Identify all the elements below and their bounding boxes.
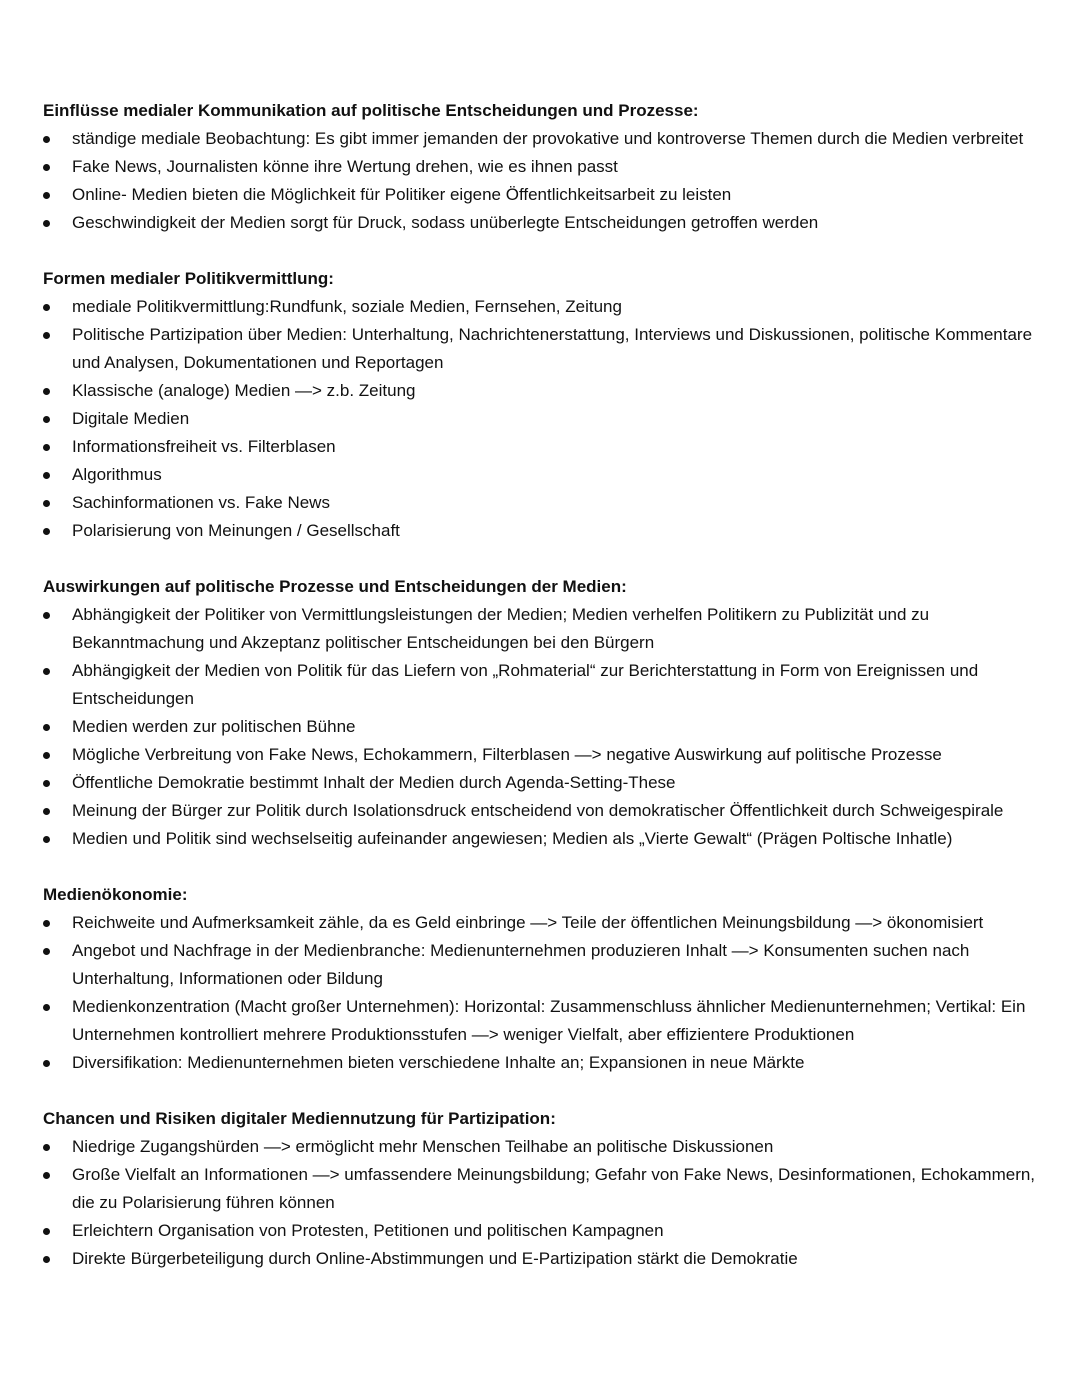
list-item-text: Geschwindigkeit der Medien sorgt für Druck, sodass unüberlegte Entscheidungen getroffen werden [72, 213, 819, 232]
list-item-text: Mögliche Verbreitung von Fake News, Echokammern, Filterblasen —> negative Auswirkung auf politische Prozesse [72, 745, 942, 764]
list-item-text: Diversifikation: Medienunternehmen bieten verschiedene Inhalte an; Expansionen in neue Märkte [72, 1053, 805, 1072]
list-item [43, 797, 1043, 825]
list-item [43, 909, 1043, 937]
section-title: Formen medialer Politikvermittlung: [43, 269, 334, 288]
bullet-icon [43, 220, 50, 227]
bullet-icon [43, 1228, 50, 1235]
bullet-list [43, 909, 1043, 1077]
bullet-list [43, 1133, 1043, 1273]
list-item-text: Algorithmus [72, 465, 162, 484]
list-item-text: Große Vielfalt an Informationen —> umfassendere Meinungsbildung; Gefahr von Fake News, Desinformationen, Echokammern, die zu Polarisierung führen können [72, 1165, 1036, 1212]
list-item [43, 713, 1043, 741]
list-item [43, 825, 1043, 853]
section-title: Chancen und Risiken digitaler Mediennutzung für Partizipation: [43, 1109, 556, 1128]
bullet-icon [43, 472, 50, 479]
bullet-list [43, 125, 1043, 237]
list-item [43, 741, 1043, 769]
section-chancen-risiken [43, 1105, 1043, 1273]
bullet-list [43, 293, 1043, 545]
list-item-text: Medienkonzentration (Macht großer Unternehmen): Horizontal: Zusammenschluss ähnlicher Medienunternehmen; Vertikal: Ein Unternehmen kontrolliert mehrere Produktionsstufen —> weniger Vielfalt, aber effizientere Produktionen [72, 997, 1026, 1044]
bullet-icon [43, 416, 50, 423]
bullet-icon [43, 612, 50, 619]
list-item [43, 657, 1043, 713]
section-einfluesse [43, 97, 1043, 237]
bullet-icon [43, 1144, 50, 1151]
list-item-text: ständige mediale Beobachtung: Es gibt immer jemanden der provokative und kontroverse Themen durch die Medien verbreitet [72, 129, 1024, 148]
list-item [43, 1161, 1043, 1217]
list-item [43, 377, 1043, 405]
bullet-icon [43, 136, 50, 143]
list-item-text: Politische Partizipation über Medien: Unterhaltung, Nachrichtenerstattung, Interviews und Diskussionen, politische Kommentare und Analysen, Dokumentationen und Reportagen [72, 325, 1033, 372]
bullet-icon [43, 332, 50, 339]
list-item [43, 461, 1043, 489]
list-item [43, 937, 1043, 993]
section-auswirkungen [43, 573, 1043, 853]
list-item-text: Abhängigkeit der Medien von Politik für das Liefern von „Rohmaterial“ zur Berichterstattung in Form von Ereignissen und Entscheidungen [72, 661, 979, 708]
bullet-icon [43, 500, 50, 507]
bullet-icon [43, 304, 50, 311]
list-item-text: Medien werden zur politischen Bühne [72, 717, 356, 736]
list-item-text: Angebot und Nachfrage in der Medienbranche: Medienunternehmen produzieren Inhalt —> Konsumenten suchen nach Unterhaltung, Informationen oder Bildung [72, 941, 970, 988]
list-item-text: Klassische (analoge) Medien —> z.b. Zeitung [72, 381, 416, 400]
list-item [43, 993, 1043, 1049]
section-title: Auswirkungen auf politische Prozesse und Entscheidungen der Medien: [43, 577, 627, 596]
list-item-text: Informationsfreiheit vs. Filterblasen [72, 437, 336, 456]
list-item-text: Niedrige Zugangshürden —> ermöglicht mehr Menschen Teilhabe an politische Diskussionen [72, 1137, 774, 1156]
list-item [43, 209, 1043, 237]
bullet-icon [43, 668, 50, 675]
list-item [43, 153, 1043, 181]
list-item-text: Reichweite und Aufmerksamkeit zähle, da es Geld einbringe —> Teile der öffentlichen Meinungsbildung —> ökonomisiert [72, 913, 984, 932]
list-item-text: Fake News, Journalisten könne ihre Wertung drehen, wie es ihnen passt [72, 157, 618, 176]
list-item-text: Medien und Politik sind wechselseitig aufeinander angewiesen; Medien als „Vierte Gewalt“ (Prägen Poltische Inhatle) [72, 829, 953, 848]
bullet-icon [43, 780, 50, 787]
list-item [43, 1049, 1043, 1077]
list-item-text: Online- Medien bieten die Möglichkeit für Politiker eigene Öffentlichkeitsarbeit zu leisten [72, 185, 732, 204]
list-item-text: mediale Politikvermittlung:Rundfunk, soziale Medien, Fernsehen, Zeitung [72, 297, 622, 316]
list-item [43, 293, 1043, 321]
list-item-text: Öffentliche Demokratie bestimmt Inhalt der Medien durch Agenda-Setting-These [72, 773, 676, 792]
list-item [43, 1133, 1043, 1161]
list-item [43, 321, 1043, 377]
bullet-icon [43, 1172, 50, 1179]
bullet-icon [43, 836, 50, 843]
bullet-icon [43, 752, 50, 759]
list-item [43, 489, 1043, 517]
list-item [43, 181, 1043, 209]
bullet-icon [43, 808, 50, 815]
bullet-icon [43, 528, 50, 535]
bullet-icon [43, 724, 50, 731]
bullet-icon [43, 444, 50, 451]
list-item-text: Meinung der Bürger zur Politik durch Isolationsdruck entscheidend von demokratischer Öffentlichkeit durch Schweigespirale [72, 801, 1004, 820]
list-item [43, 405, 1043, 433]
list-item-text: Erleichtern Organisation von Protesten, Petitionen und politischen Kampagnen [72, 1221, 664, 1240]
list-item-text: Sachinformationen vs. Fake News [72, 493, 330, 512]
list-item-text: Abhängigkeit der Politiker von Vermittlungsleistungen der Medien; Medien verhelfen Politikern zu Publizität und zu Bekanntmachung und Akzeptanz politischer Entscheidungen bei den Bürgern [72, 605, 930, 652]
bullet-icon [43, 1060, 50, 1067]
list-item [43, 433, 1043, 461]
bullet-icon [43, 1004, 50, 1011]
bullet-icon [43, 388, 50, 395]
document-content [43, 97, 1043, 1301]
list-item [43, 769, 1043, 797]
section-formen [43, 265, 1043, 545]
list-item-text: Polarisierung von Meinungen / Gesellschaft [72, 521, 400, 540]
bullet-icon [43, 920, 50, 927]
section-medienoekonomie [43, 881, 1043, 1077]
bullet-icon [43, 1256, 50, 1263]
bullet-list [43, 601, 1043, 853]
section-title: Medienökonomie: [43, 885, 188, 904]
bullet-icon [43, 192, 50, 199]
section-title: Einflüsse medialer Kommunikation auf politische Entscheidungen und Prozesse: [43, 101, 699, 120]
list-item [43, 1217, 1043, 1245]
bullet-icon [43, 164, 50, 171]
list-item [43, 517, 1043, 545]
list-item-text: Direkte Bürgerbeteiligung durch Online-Abstimmungen und E-Partizipation stärkt die Demokratie [72, 1249, 798, 1268]
bullet-icon [43, 948, 50, 955]
list-item [43, 1245, 1043, 1273]
list-item [43, 601, 1043, 657]
list-item [43, 125, 1043, 153]
list-item-text: Digitale Medien [72, 409, 190, 428]
